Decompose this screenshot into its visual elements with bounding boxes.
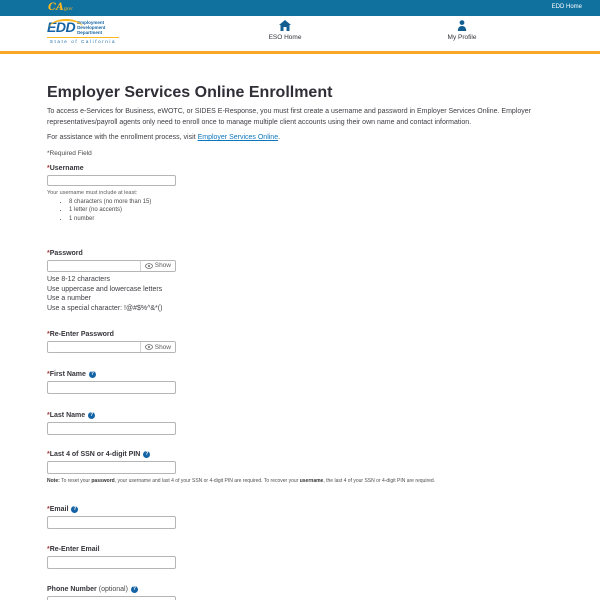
employer-services-online-link[interactable]: Employer Services Online	[197, 134, 279, 141]
username-input[interactable]	[47, 175, 176, 186]
ssn-pin-note: Note: To reset your password, your username and last 4 of your SSN or 4-digit PIN are required. To recover your username, the last 4 of your SSN or 4-digit PIN are required.	[47, 478, 436, 485]
password-field-group	[47, 250, 553, 314]
ssn-pin-field-group	[47, 451, 553, 484]
enrollment-content	[0, 85, 600, 600]
first-name-label: *First Name ?	[47, 371, 94, 379]
last-name-field-group	[47, 412, 553, 435]
username-requirement: • 8 characters (no more than 15)	[69, 198, 553, 206]
edd-logo-text: EDD	[47, 19, 76, 35]
nav-eso-home[interactable]	[253, 20, 317, 41]
ca-gov-logo[interactable]: CAgov	[48, 2, 73, 13]
edd-state-text: State of California	[47, 37, 119, 44]
ssn-pin-label: *Last 4 of SSN or 4-digit PIN ?	[47, 451, 149, 459]
assistance-line: For assistance with the enrollment process, visit Employer Services Online.	[47, 134, 281, 141]
intro-paragraph: To access e-Services for Business, eWOTC, or SIDES E-Response, you must first create a username and password in Employer Services Online. Employer representatives/payroll agents only need to enroll once to manage multiple client accounts using their own name and contact information.	[47, 108, 531, 126]
person-icon	[457, 20, 467, 31]
first-name-help-icon[interactable]: ?	[90, 371, 94, 378]
required-field-note: *Required Field	[47, 150, 92, 157]
password-label: *Password	[47, 249, 83, 257]
email-help-icon[interactable]: ?	[73, 506, 77, 513]
last-name-label: *Last Name ?	[47, 412, 94, 420]
reenter-password-input[interactable]	[48, 342, 140, 352]
nav-my-profile-label: My Profile	[447, 34, 477, 41]
last-name-help-icon[interactable]: ?	[90, 412, 94, 419]
username-requirement: • 1 letter (no accents)	[69, 206, 553, 214]
eye-icon	[145, 263, 153, 269]
utility-bar	[0, 0, 600, 16]
username-label: *Username	[47, 165, 84, 172]
reenter-email-label: *Re-Enter Email	[47, 546, 100, 554]
first-name-input[interactable]	[47, 381, 176, 394]
brand-band	[0, 16, 600, 51]
phone-field-group	[47, 586, 553, 600]
first-name-field-group	[47, 371, 553, 394]
email-input[interactable]	[47, 516, 176, 529]
home-icon	[279, 20, 291, 31]
reenter-email-input[interactable]	[47, 556, 176, 569]
page-title: Employer Services Online Enrollment	[47, 84, 333, 101]
email-field-group	[47, 506, 553, 529]
email-label: *Email ?	[47, 506, 77, 514]
ssn-pin-help-icon[interactable]: ?	[145, 451, 149, 458]
reenter-password-label: *Re-Enter Password	[47, 331, 114, 339]
password-hints: Use 8-12 characters Use uppercase and lowercase letters Use a number Use a special character: !@#$%^&*()	[47, 275, 163, 313]
eye-icon	[145, 344, 153, 350]
username-field-group	[47, 165, 553, 223]
show-reenter-password-button[interactable]: Show	[140, 342, 175, 352]
reenter-password-input-group	[47, 341, 176, 353]
phone-input[interactable]	[47, 596, 176, 600]
username-requirement: • 1 number	[69, 215, 553, 223]
username-requirements-list	[47, 198, 553, 223]
show-password-button[interactable]: Show	[140, 261, 175, 271]
nav-my-profile[interactable]	[430, 20, 494, 41]
edd-dept-text: Employment Development Department	[77, 20, 106, 35]
password-input[interactable]	[48, 261, 140, 271]
edd-logo[interactable]	[47, 20, 127, 44]
reenter-password-field-group	[47, 331, 553, 353]
edd-home-link[interactable]: EDD Home	[551, 4, 582, 10]
phone-help-icon[interactable]: ?	[132, 586, 136, 593]
reenter-email-field-group	[47, 546, 553, 569]
username-hint-heading: Your username must include at least:	[47, 190, 138, 196]
nav-eso-home-label: ESO Home	[268, 34, 302, 41]
page-header	[0, 0, 600, 54]
phone-label: Phone Number (optional) ?	[47, 586, 136, 594]
ssn-pin-input[interactable]	[47, 461, 176, 474]
password-input-group	[47, 260, 176, 272]
last-name-input[interactable]	[47, 422, 176, 435]
gold-accent-line	[0, 51, 600, 54]
